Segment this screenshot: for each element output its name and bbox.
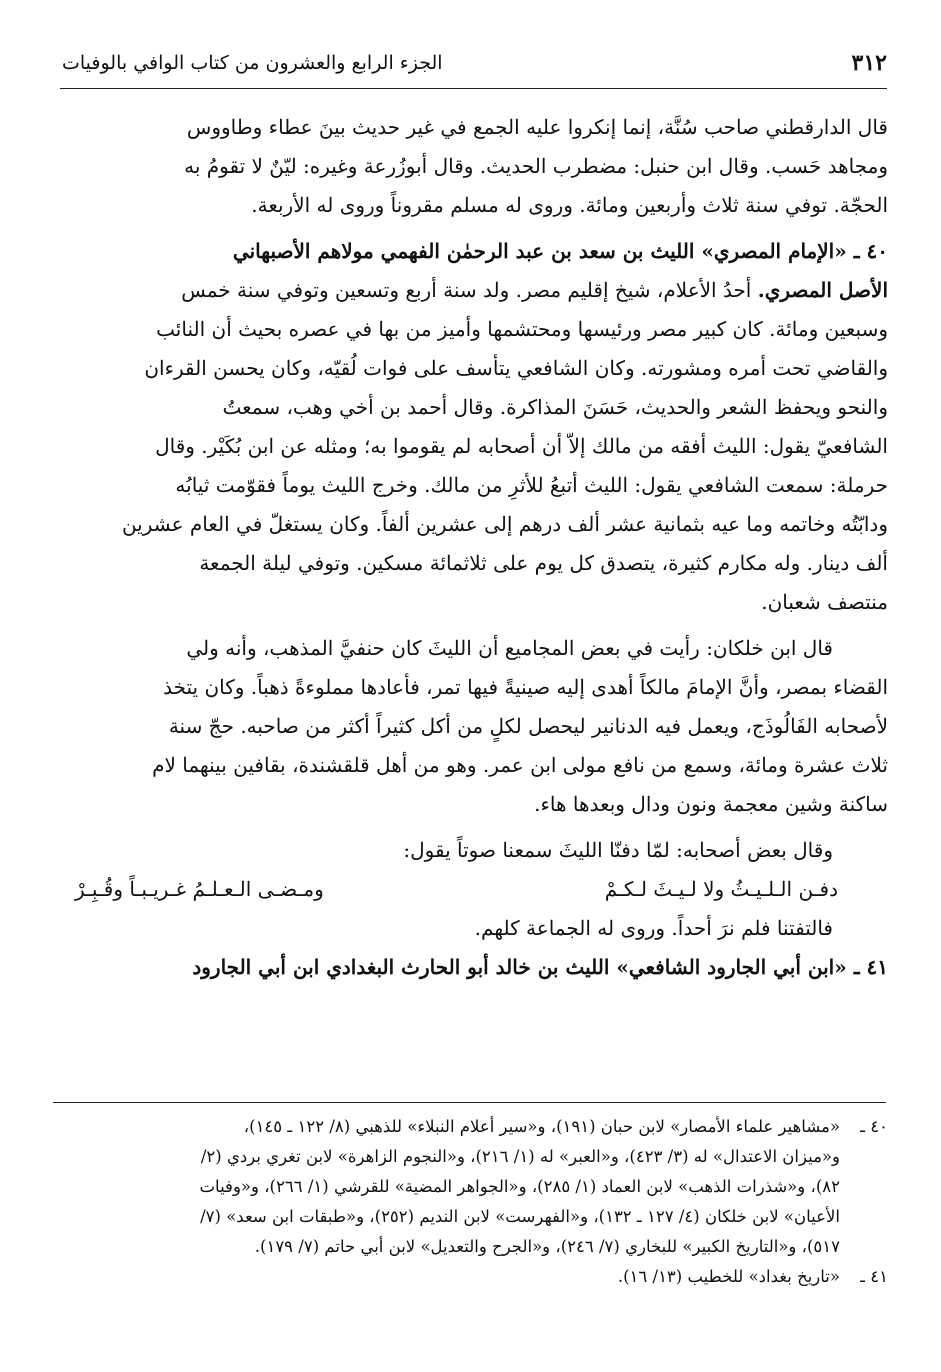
paragraph-daraqutni — [55, 108, 888, 225]
text-line: منتصف شعبان. — [761, 590, 888, 614]
text-line: لأصحابه الفَالُوذَج، ويعمل فيه الدنانير ليحصل لكلٍ من أكل كثيراً أكثر من صاحبه. حجّ سنة — [168, 714, 888, 738]
page-header — [60, 48, 887, 89]
entry-40-heading: ٤٠ ـ «الإمام المصري» الليث بن سعد بن عبد الرحمٰن الفهمي مولاهم الأصبهاني — [232, 239, 888, 263]
footnote-41 — [55, 1262, 888, 1292]
text-line: فالتفتنا فلم نرَ أحداً. وروى له الجماعة كلهم. — [474, 916, 833, 940]
entry-41-heading: ٤١ ـ «ابن أبي الجارود الشافعي» الليث بن خالد أبو الحارث البغدادي ابن أبي الجارود — [192, 955, 888, 979]
text-line: القضاء بمصر، وأنَّ الإمامَ مالكاً أهدى إليه صينيةً فيها تمر، فأعادها مملوءةً ذهباً. وكان يتخذ — [163, 675, 888, 699]
text-line: ومجاهد حَسب. وقال ابن حنبل: مضطرب الحديث. وقال أبوزُرعة وغيره: ليّنٌ لا تقومُ به — [184, 154, 888, 178]
running-title: الجزء الرابع والعشرون من كتاب الوافي بالوفيات — [62, 52, 443, 74]
footnote-text — [55, 1262, 840, 1292]
text-line: والنحو ويحفظ الشعر والحديث، حَسَنَ المذاكرة. وقال أحمد بن أخي وهب، سمعتُ — [222, 395, 888, 419]
page-number: ٣١٢ — [851, 50, 887, 76]
footnote-text — [55, 1112, 840, 1262]
footnote-line: «تاريخ بغداد» للخطيب (١٣/ ١٦). — [617, 1267, 840, 1286]
paragraph-after-verse — [55, 909, 888, 948]
text-line: والقاضي تحت أمره ومشورته. وكان الشافعي يتأسف على فوات لُقيّه، وكان يحسن القرءان — [144, 356, 888, 380]
text-line: الحجّة. توفي سنة ثلاث وأربعين ومائة. وروى له مسلم مقروناً وروى له الأربعة. — [251, 193, 888, 217]
entry-41 — [55, 948, 888, 987]
text-line — [55, 271, 888, 310]
paragraph-burial — [55, 831, 888, 870]
footnote-line: ٥١٧)، و«التاريخ الكبير» للبخاري (٧/ ٢٤٦)، و«الجرح والتعديل» لابن أبي حاتم (٧/ ١٧٩). — [254, 1237, 840, 1256]
footnote-40 — [55, 1112, 888, 1262]
entry-40 — [55, 232, 888, 622]
verse-first-hemistich: دفـن الـلـيـثُ ولا لـيـثَ لـكـمْ — [604, 877, 838, 901]
footnote-line: ٨٢)، و«شذرات الذهب» لابن العماد (١/ ٢٨٥)، و«الجواهر المضية» للقرشي (١/ ٢٦٦)، و«وفيات — [199, 1177, 840, 1196]
footnotes — [55, 1112, 888, 1292]
footnote-line: «مشاهير علماء الأمصار» لابن حبان (١٩١)، و«سير أعلام النبلاء» للذهبي (٨/ ١٢٢ ـ ١٤٥)، — [243, 1117, 840, 1136]
footnote-number: ٤١ ـ — [860, 1267, 888, 1286]
text-line: الشافعيّ يقول: الليث أفقه من مالك إلاّ أن أصحابه لم يقوموا به؛ ومثله عن ابن بُكَيْر. وقال — [155, 434, 888, 458]
text-line: ثلاث عشرة ومائة، وسمع من نافع مولى ابن عمر. وهو من أهل قلقشندة، بقافين بينهما لام — [152, 753, 888, 777]
poem-verse — [55, 870, 888, 909]
main-text — [55, 108, 888, 987]
entry-40-heading-end: الأصل المصري. — [757, 278, 888, 302]
text-line: قال ابن خلكان: رأيت في بعض المجاميع أن الليثَ كان حنفيَّ المذهب، وأنه ولي — [186, 636, 833, 660]
footnote-line: الأعيان» لابن خلكان (٤/ ١٢٧ ـ ١٣٢)، و«الفهرست» لابن النديم (٢٥٢)، و«طبقات ابن سعد» (٧/ — [200, 1207, 840, 1226]
text-line: ساكنة وشين معجمة ونون ودال وبعدها هاء. — [534, 792, 888, 816]
footnote-number: ٤٠ ـ — [860, 1117, 888, 1136]
text-line: وقال بعض أصحابه: لمّا دفنّا الليثَ سمعنا صوتاً يقول: — [403, 838, 833, 862]
text-line: حرملة: سمعت الشافعي يقول: الليث أتبعُ للأثرِ من مالك. وخرج الليث يوماً فقوّمت ثيابُه — [175, 473, 888, 497]
footnote-divider — [53, 1102, 886, 1103]
text-line: وسبعين ومائة. كان كبير مصر ورئيسها ومحتشمها وأميز من بها في عصره بحيث أن النائب — [156, 317, 888, 341]
text-line: قال الدارقطني صاحب سُنَّة، إنما إنكروا عليه الجمع في غير حديث بينَ عطاء وطاووس — [186, 115, 888, 139]
verse-second-hemistich: ومـضـى الـعـلـمُ غـريـبـاً وقُـبِـرْ — [75, 877, 324, 901]
text-line: ودابّتُه وخاتمه وما عيه بثمانية عشر ألف درهم إلى عشرين ألفاً. وكان يستغلّ في العام عشرين — [121, 512, 888, 536]
entry-40-text-start: أحدُ الأعلام، شيخ إقليم مصر. ولد سنة أربع وتسعين وتوفي سنة خمس — [181, 278, 752, 302]
footnote-line: و«ميزان الاعتدال» له (٣/ ٤٢٣)، و«العبر» له (١/ ٢١٦)، و«النجوم الزاهرة» لابن تغري بردي (٢/ — [200, 1147, 840, 1166]
paragraph-ibn-khallikan — [55, 629, 888, 824]
text-line: ألف دينار. وله مكارم كثيرة، يتصدق كل يوم على ثلاثمائة مسكين. وتوفي ليلة الجمعة — [199, 551, 888, 575]
